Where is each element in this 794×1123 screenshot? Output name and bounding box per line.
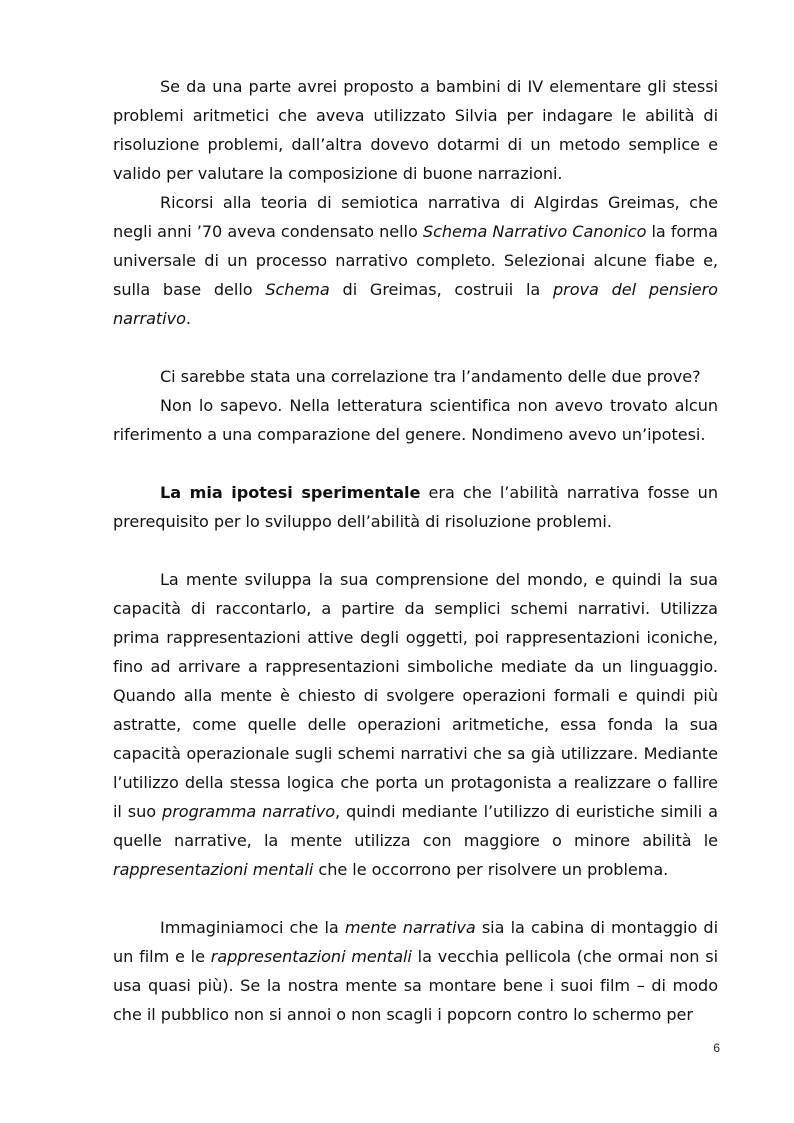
text-run: la vecchia pellicola (che ormai non si usa quasi più). Se la nostra mente sa montare bene i suoi film – di modo che il pubblico non si annoi o non scagli i popcorn contro lo schermo per — [113, 947, 719, 1024]
italic-run: rappresentazioni mentali — [113, 860, 314, 879]
text-run: La mente sviluppa la sua comprensione del mondo, e quindi la sua capacità di raccontarlo, a partire da semplici schemi narrativi. Utilizza prima rappresentazioni attive degli oggetti, poi rappresentazioni iconiche, fino ad arrivare a rappresentazioni simboliche mediate da un linguaggio. Quando alla mente è chiesto di svolgere operazioni formali e quindi più astratte, come quelle delle operazioni aritmetiche, essa fonda la sua capacità operazionale sugli schemi narrativi che sa già utilizzare. Mediante l’utilizzo della stessa logica che porta un protagonista a realizzare o fallire il suo — [113, 570, 718, 821]
italic-run: programma narrativo — [162, 802, 336, 821]
text-run: era che l’abilità narrativa fosse un prerequisito per lo sviluppo dell’abilità di risoluzione problemi. — [113, 483, 718, 531]
paragraph-hypothesis-intro: Non lo sapevo. Nella letteratura scientifica non avevo trovato alcun riferimento a una comparazione del genere. Nondimeno avevo un’ipotesi. — [113, 396, 718, 444]
paragraph-greimas — [113, 188, 718, 333]
paragraph-intro: Se da una parte avrei proposto a bambini di IV elementare gli stessi problemi aritmetici che aveva utilizzato Silvia per indagare le abilità di risoluzione problemi, dall’altra dovevo dotarmi di un metodo semplice e valido per valutare la composizione di buone narrazioni. — [113, 77, 718, 183]
paragraph-question: Ci sarebbe stata una correlazione tra l’andamento delle due prove? — [160, 367, 701, 386]
page-number: 6 — [713, 1041, 720, 1055]
italic-run: Schema — [265, 280, 330, 299]
italic-run: rappresentazioni mentali — [210, 947, 412, 966]
body-text — [113, 72, 718, 1029]
paragraph-hypothesis — [113, 478, 718, 536]
text-run: Immaginiamoci che la — [160, 918, 345, 937]
paragraph-mind — [113, 565, 718, 884]
text-run: Ricorsi alla teoria di semiotica narrativa di Algirdas Greimas, che negli anni ’70 aveva condensato nello — [113, 193, 718, 241]
text-run: sia la cabina di montaggio di un film e le — [113, 918, 718, 966]
paragraph-film — [113, 913, 718, 1029]
text-run: di Greimas, costruii la — [329, 280, 553, 299]
bold-run: La mia ipotesi sperimentale — [160, 483, 421, 502]
text-run: la forma universale di un processo narrativo completo. Selezionai alcune fiabe e, sulla base dello — [113, 222, 718, 299]
italic-run: prova del pensiero narrativo — [113, 280, 718, 328]
italic-run: Schema Narrativo Canonico — [422, 222, 647, 241]
text-run: . — [185, 309, 191, 328]
text-run: , quindi mediante l’utilizzo di euristiche simili a quelle narrative, la mente utilizza con maggiore o minore abilità le — [113, 802, 718, 850]
italic-run: mente narrativa — [344, 918, 476, 937]
text-run: che le occorrono per risolvere un problema. — [313, 860, 669, 879]
